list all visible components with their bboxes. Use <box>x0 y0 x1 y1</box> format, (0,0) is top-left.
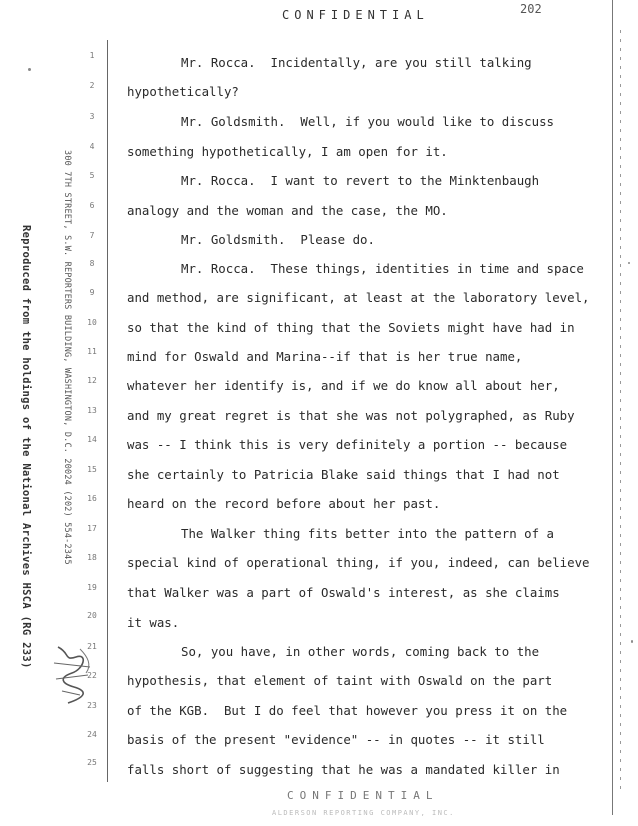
transcript-line: of the KGB. But I do feel that however you press it on the <box>127 703 568 718</box>
scan-speck <box>28 68 31 71</box>
archives-reproduction-note: Reproduced from the holdings of the National Archives HSCA (RG 233) <box>20 225 32 669</box>
line-number: 8 <box>89 259 95 268</box>
line-number: 13 <box>87 406 97 415</box>
line-number: 17 <box>87 524 97 533</box>
line-number: 19 <box>87 583 97 592</box>
transcript-line: it was. <box>127 615 180 630</box>
line-number: 18 <box>87 553 97 562</box>
transcript-line: hypothetically? <box>127 84 239 99</box>
line-number: 1 <box>89 51 95 60</box>
transcript-line: So, you have, in other words, coming back to the <box>181 644 540 659</box>
line-number: 10 <box>87 318 97 327</box>
left-margin-rule <box>107 40 108 782</box>
transcript-line: something hypothetically, I am open for it. <box>127 144 448 159</box>
transcript-line: and method, are significant, at least at the laboratory level, <box>127 290 590 305</box>
line-number: 25 <box>87 758 97 767</box>
line-number: 12 <box>87 376 97 385</box>
footer-confidential: CONFIDENTIAL <box>287 789 439 802</box>
transcript-line: she certainly to Patricia Blake said things that I had not <box>127 467 560 482</box>
scan-speck <box>628 262 630 264</box>
line-number: 7 <box>89 231 95 240</box>
transcript-line: was -- I think this is very definitely a portion -- because <box>127 437 568 452</box>
transcript-line: analogy and the woman and the case, the MO. <box>127 203 448 218</box>
line-number: 3 <box>89 112 95 121</box>
transcript-line: whatever her identify is, and if we do know all about her, <box>127 378 560 393</box>
right-margin-rule <box>612 0 613 815</box>
transcript-line: special kind of operational thing, if you, indeed, can believe <box>127 555 590 570</box>
transcript-line: and my great regret is that she was not polygraphed, as Ruby <box>127 408 575 423</box>
transcript-line: heard on the record before about her past. <box>127 496 441 511</box>
line-number: 21 <box>87 642 97 651</box>
line-number: 22 <box>87 671 97 680</box>
line-number: 5 <box>89 171 95 180</box>
transcript-line: basis of the present "evidence" -- in quotes -- it still <box>127 732 545 747</box>
transcript-line: Mr. Rocca. I want to revert to the Minktenbaugh <box>181 173 540 188</box>
line-number: 15 <box>87 465 97 474</box>
transcript-line: mind for Oswald and Marina--if that is her true name, <box>127 349 523 364</box>
transcript-line: falls short of suggesting that he was a mandated killer in <box>127 762 560 777</box>
header-confidential: CONFIDENTIAL <box>282 8 429 22</box>
transcript-line: Mr. Rocca. These things, identities in time and space <box>181 261 584 276</box>
transcript-line: that Walker was a part of Oswald's interest, as she claims <box>127 585 560 600</box>
transcript-line: so that the kind of thing that the Soviets might have had in <box>127 320 575 335</box>
line-number: 11 <box>87 347 97 356</box>
transcript-line: Mr. Goldsmith. Well, if you would like to discuss <box>181 114 554 129</box>
line-number: 14 <box>87 435 97 444</box>
transcript-line: Mr. Goldsmith. Please do. <box>181 232 375 247</box>
transcript-line: hypothesis, that element of taint with Oswald on the part <box>127 673 553 688</box>
transcript-line: Mr. Rocca. Incidentally, are you still talking <box>181 55 532 70</box>
line-number: 23 <box>87 701 97 710</box>
footer-company: ALDERSON REPORTING COMPANY, INC. <box>272 809 455 817</box>
reporter-address: 300 7TH STREET, S.W. REPORTERS BUILDING, WASHINGTON, D.C. 20024 (202) 554-2345 <box>62 150 72 565</box>
line-number: 9 <box>89 288 95 297</box>
line-number: 4 <box>89 142 95 151</box>
line-number: 2 <box>89 81 95 90</box>
right-margin-dotted-rule <box>620 30 621 790</box>
transcript-line: The Walker thing fits better into the pattern of a <box>181 526 554 541</box>
line-number: 6 <box>89 201 95 210</box>
line-number: 20 <box>87 611 97 620</box>
line-number: 24 <box>87 730 97 739</box>
line-number: 16 <box>87 494 97 503</box>
scan-speck <box>631 640 633 643</box>
page-number: 202 <box>520 2 542 16</box>
